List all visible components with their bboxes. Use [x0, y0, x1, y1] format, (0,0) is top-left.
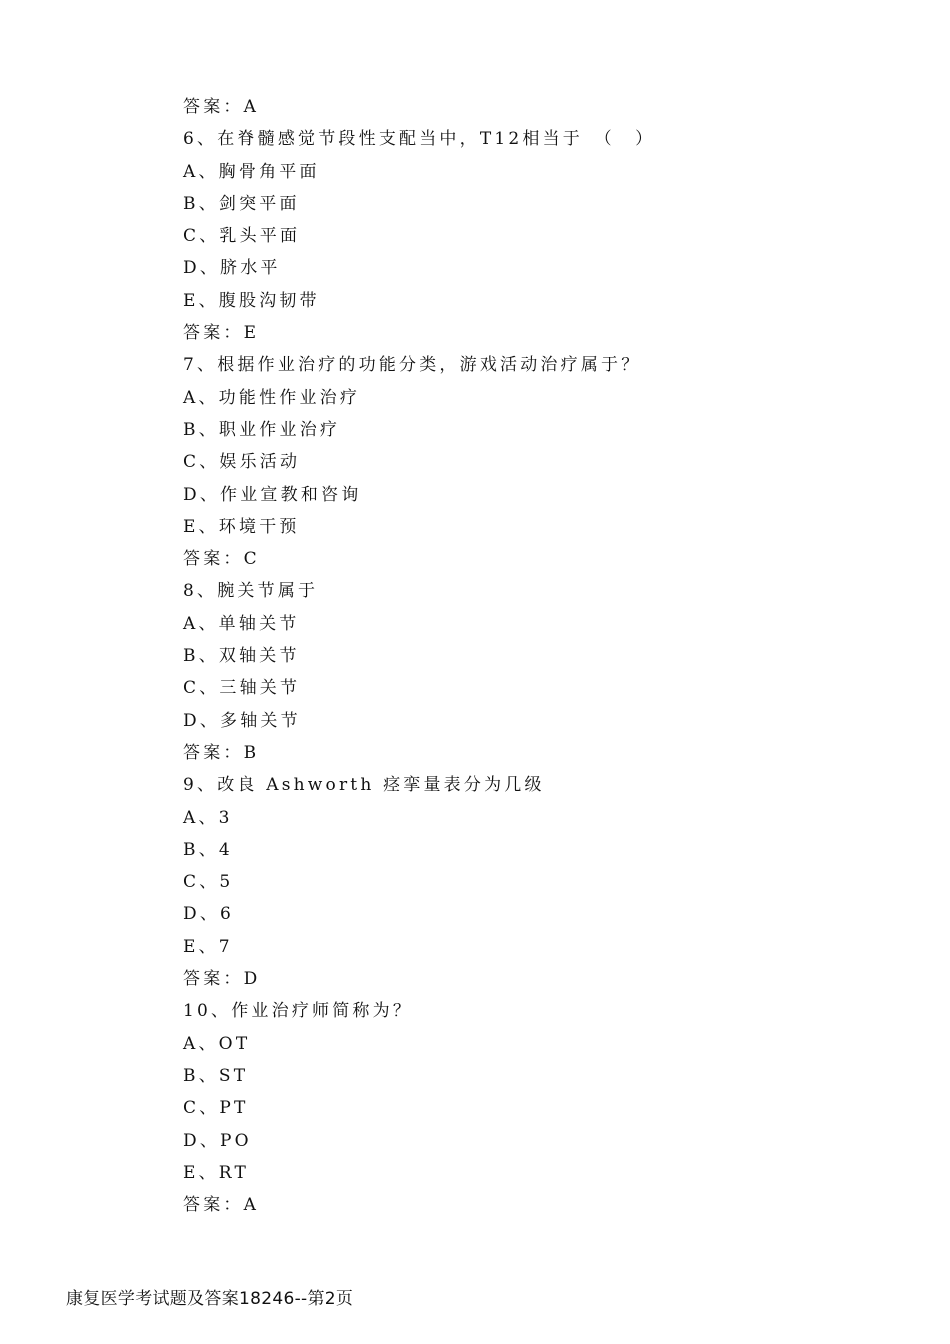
answer-line: 答案：A — [183, 97, 260, 117]
option-line: E、腹股沟韧带 — [183, 290, 320, 311]
option-line: E、7 — [183, 936, 233, 957]
option-line: C、娱乐活动 — [183, 452, 301, 473]
option-line: E、RT — [183, 1162, 250, 1183]
option-line: C、PT — [183, 1098, 249, 1119]
question-10: 10、作业治疗师简称为？ — [183, 1001, 414, 1022]
option-line: C、5 — [183, 872, 234, 893]
answer-line: 答案：D — [183, 969, 261, 990]
question-8: 8、腕关节属于 — [183, 581, 319, 602]
option-line: A、功能性作业治疗 — [183, 387, 361, 408]
option-line: C、乳头平面 — [183, 226, 301, 247]
option-line: A、3 — [183, 807, 233, 828]
option-line: B、职业作业治疗 — [183, 419, 341, 440]
option-line: B、4 — [183, 839, 233, 860]
question-7: 7、根据作业治疗的功能分类，游戏活动治疗属于？ — [183, 355, 642, 376]
question-9: 9、改良 Ashworth 痉挛量表分为几级 — [183, 775, 545, 796]
answer-line: 答案：E — [183, 323, 260, 344]
option-line: D、6 — [183, 904, 235, 925]
question-content — [183, 91, 883, 1221]
option-line: D、多轴关节 — [183, 710, 301, 731]
option-line: A、胸骨角平面 — [183, 161, 320, 182]
page-footer: 康复医学考试题及答案18246--第2页 — [66, 1289, 354, 1309]
option-line: B、双轴关节 — [183, 646, 300, 667]
answer-line: 答案：B — [183, 742, 260, 763]
option-line: A、OT — [183, 1033, 251, 1054]
option-line: D、脐水平 — [183, 258, 281, 279]
question-6: 6、在脊髓感觉节段性支配当中，T12相当于 （ ） — [183, 129, 656, 150]
option-line: A、单轴关节 — [183, 613, 300, 634]
answer-line: 答案：A — [183, 1195, 260, 1216]
option-line: D、作业宣教和咨询 — [183, 484, 362, 505]
option-line: D、PO — [183, 1130, 252, 1151]
option-line: B、剑突平面 — [183, 193, 300, 214]
option-line: E、环境干预 — [183, 516, 300, 537]
option-line: B、ST — [183, 1065, 249, 1086]
option-line: C、三轴关节 — [183, 678, 301, 699]
answer-line: 答案：C — [183, 549, 260, 570]
